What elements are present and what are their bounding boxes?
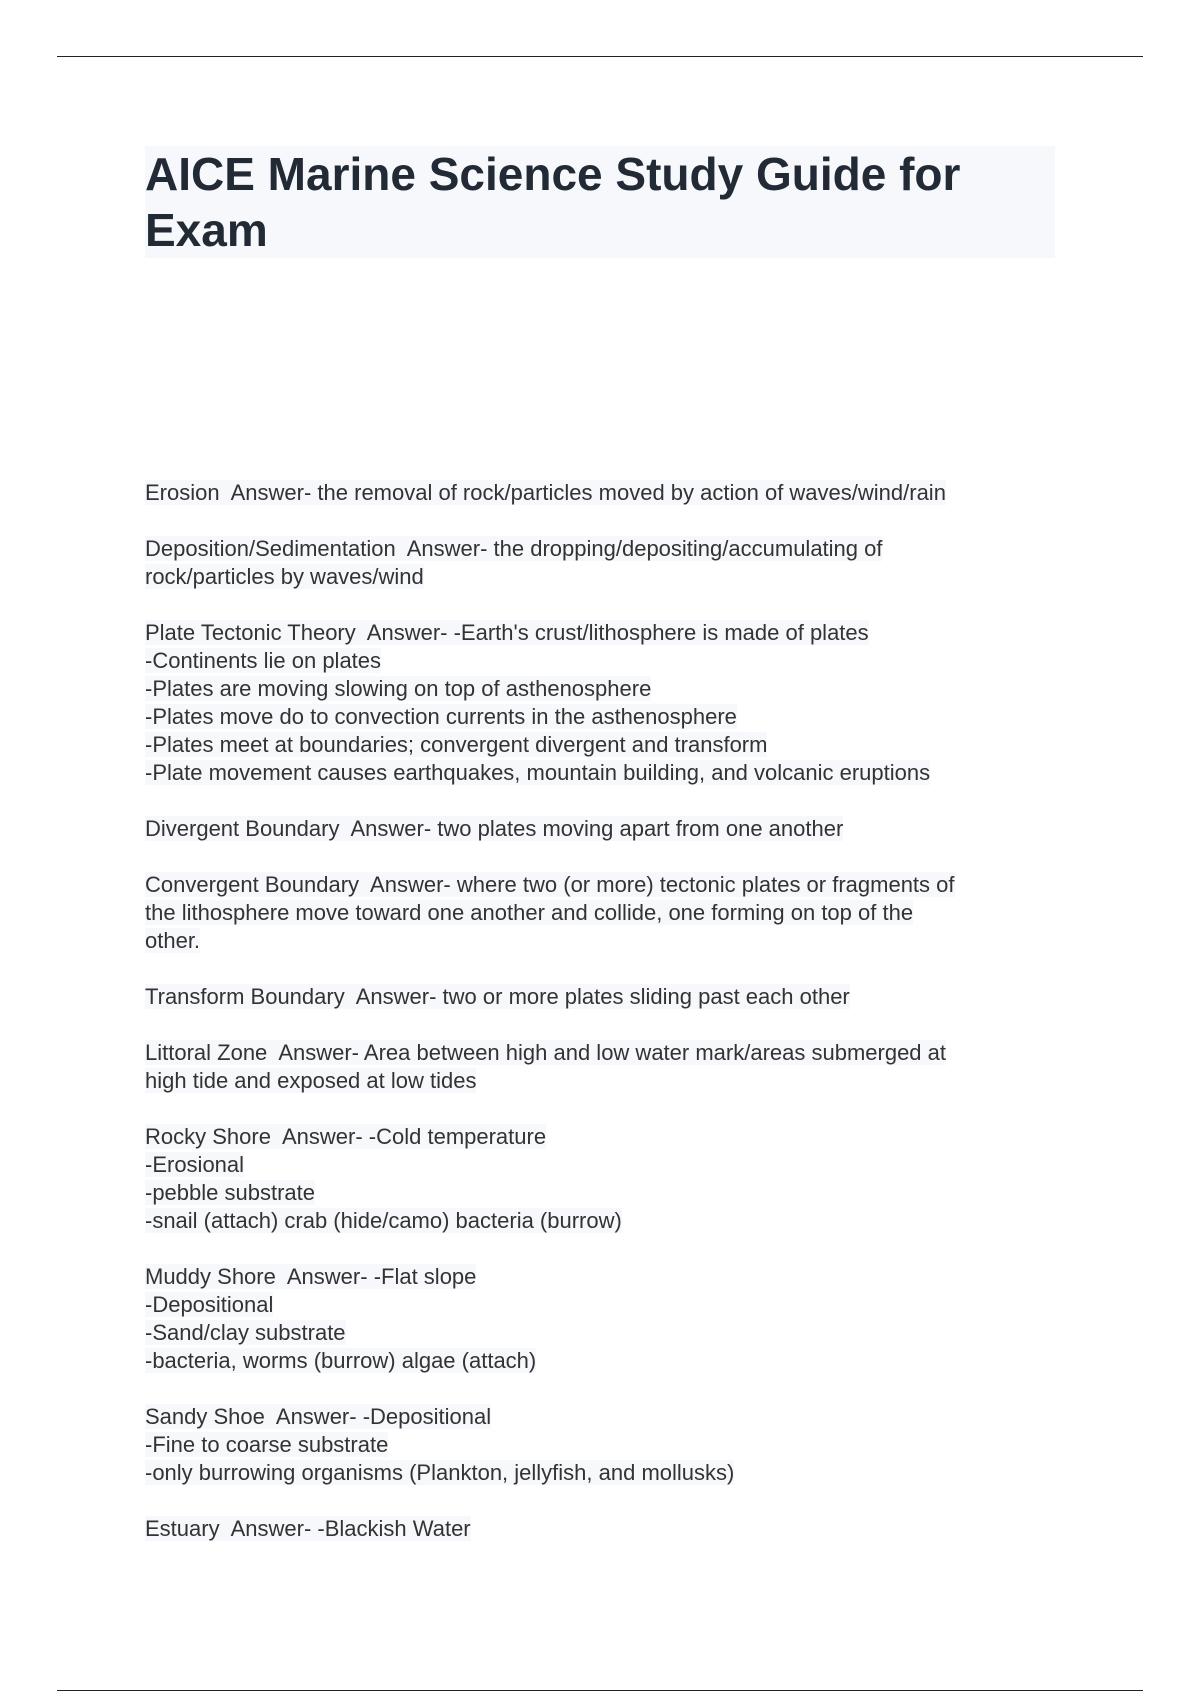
qa-line [145,563,1065,591]
answer-label: Answer- [230,480,312,505]
qa-answer-text: two or more plates sliding past each other [442,984,850,1009]
answer-label: Answer- [350,816,432,841]
qa-line [145,619,1065,647]
answer-label: Answer- [275,1404,357,1429]
qa-line [145,479,1065,507]
answer-label: Answer- [281,1124,363,1149]
qa-answer-text: the removal of rock/particles moved by action of waves/wind/rain [317,480,946,505]
qa-answer-text: -bacteria, worms (burrow) algae (attach) [145,1348,537,1373]
qa-term: Plate Tectonic Theory [145,620,356,645]
qa-answer-text: -Plate movement causes earthquakes, mountain building, and volcanic eruptions [145,760,931,785]
qa-answer-text: -Sand/clay substrate [145,1320,346,1345]
qa-answer-text: the dropping/depositing/accumulating of [493,536,883,561]
qa-answer-text: two plates moving apart from one another [437,816,844,841]
qa-line [145,1403,1065,1431]
qa-item [145,619,1065,787]
qa-line [145,1291,1065,1319]
qa-term: Sandy Shoe [145,1404,265,1429]
qa-answer-text: -Continents lie on plates [145,648,382,673]
answer-label: Answer- [366,620,448,645]
document-title: AICE Marine Science Study Guide for Exam [145,146,1055,258]
qa-term: Estuary [145,1516,220,1541]
answer-label: Answer- [355,984,437,1009]
answer-label: Answer- [370,872,451,897]
qa-list [145,479,1065,1571]
qa-item [145,1403,1065,1487]
qa-term: Convergent Boundary [145,872,360,897]
qa-line [145,1515,1065,1543]
qa-answer-text: -Plates move do to convection currents in the asthenosphere [145,704,737,729]
answer-label: Answer- [230,1516,312,1541]
qa-item [145,983,1065,1011]
qa-line [145,1207,1065,1235]
qa-answer-text: -Cold temperature [368,1124,547,1149]
qa-line [145,983,1065,1011]
qa-item [145,535,1065,591]
qa-answer-text: -Plates are moving slowing on top of asthenosphere [145,676,652,701]
qa-term: Erosion [145,480,220,505]
qa-answer-text: other. [145,928,201,953]
qa-answer-text: -Blackish Water [317,1516,471,1541]
qa-line [145,535,1065,563]
qa-answer-text: the lithosphere move toward one another and collide, one forming on top of the [145,900,914,925]
qa-answer-text: -Earth's crust/lithosphere is made of plates [453,620,869,645]
qa-line [145,871,1065,899]
qa-term: Rocky Shore [145,1124,271,1149]
qa-term: Deposition/Sedimentation [145,536,396,561]
qa-line [145,927,1065,955]
qa-answer-text: rock/particles by waves/wind [145,564,424,589]
answer-label: Answer- [406,536,488,561]
qa-answer-text: -pebble substrate [145,1180,315,1205]
qa-item [145,871,1065,955]
top-divider [57,56,1143,57]
qa-line [145,1179,1065,1207]
qa-answer-text: Area between high and low water mark/areas submerged at [363,1040,947,1065]
qa-line [145,1263,1065,1291]
qa-term: Divergent Boundary [145,816,340,841]
answer-label: Answer- [286,1264,368,1289]
qa-answer-text: -Fine to coarse substrate [145,1432,389,1457]
qa-line [145,1347,1065,1375]
qa-line [145,759,1065,787]
qa-line [145,815,1065,843]
qa-line [145,1039,1065,1067]
qa-line [145,731,1065,759]
qa-line [145,1151,1065,1179]
qa-line [145,647,1065,675]
qa-answer-text: where two (or more) tectonic plates or fragments of [456,872,955,897]
qa-answer-text: -Plates meet at boundaries; convergent divergent and transform [145,732,768,757]
qa-item [145,1515,1065,1543]
qa-item [145,1123,1065,1235]
qa-line [145,899,1065,927]
qa-answer-text: -only burrowing organisms (Plankton, jellyfish, and mollusks) [145,1460,735,1485]
qa-item [145,815,1065,843]
qa-item [145,1039,1065,1095]
qa-item [145,1263,1065,1375]
qa-line [145,703,1065,731]
qa-line [145,1123,1065,1151]
qa-answer-text: -Depositional [362,1404,492,1429]
qa-line [145,1459,1065,1487]
qa-answer-text: -snail (attach) crab (hide/camo) bacteria (burrow) [145,1208,622,1233]
answer-label: Answer- [278,1040,359,1065]
qa-answer-text: high tide and exposed at low tides [145,1068,477,1093]
qa-line [145,1067,1065,1095]
qa-line [145,1431,1065,1459]
qa-line [145,1319,1065,1347]
qa-item [145,479,1065,507]
qa-term: Littoral Zone [145,1040,268,1065]
qa-term: Transform Boundary [145,984,345,1009]
qa-answer-text: -Depositional [145,1292,274,1317]
qa-term: Muddy Shore [145,1264,276,1289]
qa-answer-text: -Flat slope [373,1264,477,1289]
qa-line [145,675,1065,703]
bottom-divider [57,1690,1143,1691]
qa-answer-text: -Erosional [145,1152,245,1177]
